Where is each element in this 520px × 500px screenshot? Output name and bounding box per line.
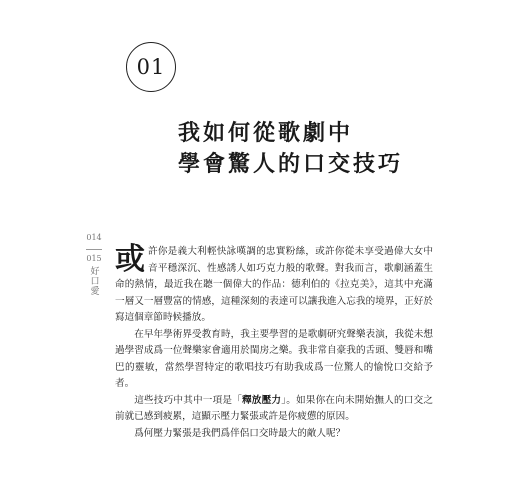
page-margin — [80, 233, 108, 300]
running-head: 好口愛 — [88, 266, 99, 296]
paragraph-3-text-a: 這些技巧中其中一項是「 — [134, 394, 242, 406]
drop-cap: 或 — [115, 242, 145, 277]
chapter-title-line-2: 學會驚人的口交技巧 — [178, 151, 404, 177]
page-number-right: 015 — [86, 254, 102, 263]
paragraph-4: 爲何壓力緊張是我們爲伴侶口交時最大的敵人呢？ — [134, 427, 346, 439]
margin-divider — [86, 249, 102, 250]
page-number-left: 014 — [86, 233, 102, 242]
emphasis-release-pressure: 釋放壓力 — [242, 394, 282, 406]
chapter-number: 01 — [136, 55, 166, 79]
paragraph-3-text-b: 」。如果你在向未開始撫人的口交之前就已感到疲累，這顯示壓力緊張或許是你疲憊的原因。 — [115, 394, 434, 422]
paragraph-3 — [115, 393, 433, 426]
paragraph-1-text: 許你是義大利輕快詠嘆調的忠實粉絲，或許你從未享受過偉大女中音平穩深沉、性感誘人如巧克力般的歌聲。對我而言，歌劇涵蓋生命的熱情，最近我在聽一個偉大的作品：德利伯的《拉克美》，這其中充滿一層又一層豐富的情感，這種深刻的表達可以讓我進入忘我的境界，正好於寫這個章節時候播放。 — [115, 246, 433, 323]
paragraph-1 — [115, 244, 433, 327]
chapter-number-circle — [126, 42, 176, 92]
chapter-title-line-1: 我如何從歌劇中 — [178, 120, 354, 146]
paragraph-2: 在早年學術界受教育時，我主要學習的是歌劇研究聲樂表演，我從未想過學習成爲一位聲樂家會適用於閨房之樂。我非常自豪我的舌頭、雙唇和嘴巴的靈敏，當然學習特定的歌唱技巧有助我成爲一位驚人的愉悅口交給予者。 — [115, 328, 433, 389]
body-text — [115, 244, 433, 442]
